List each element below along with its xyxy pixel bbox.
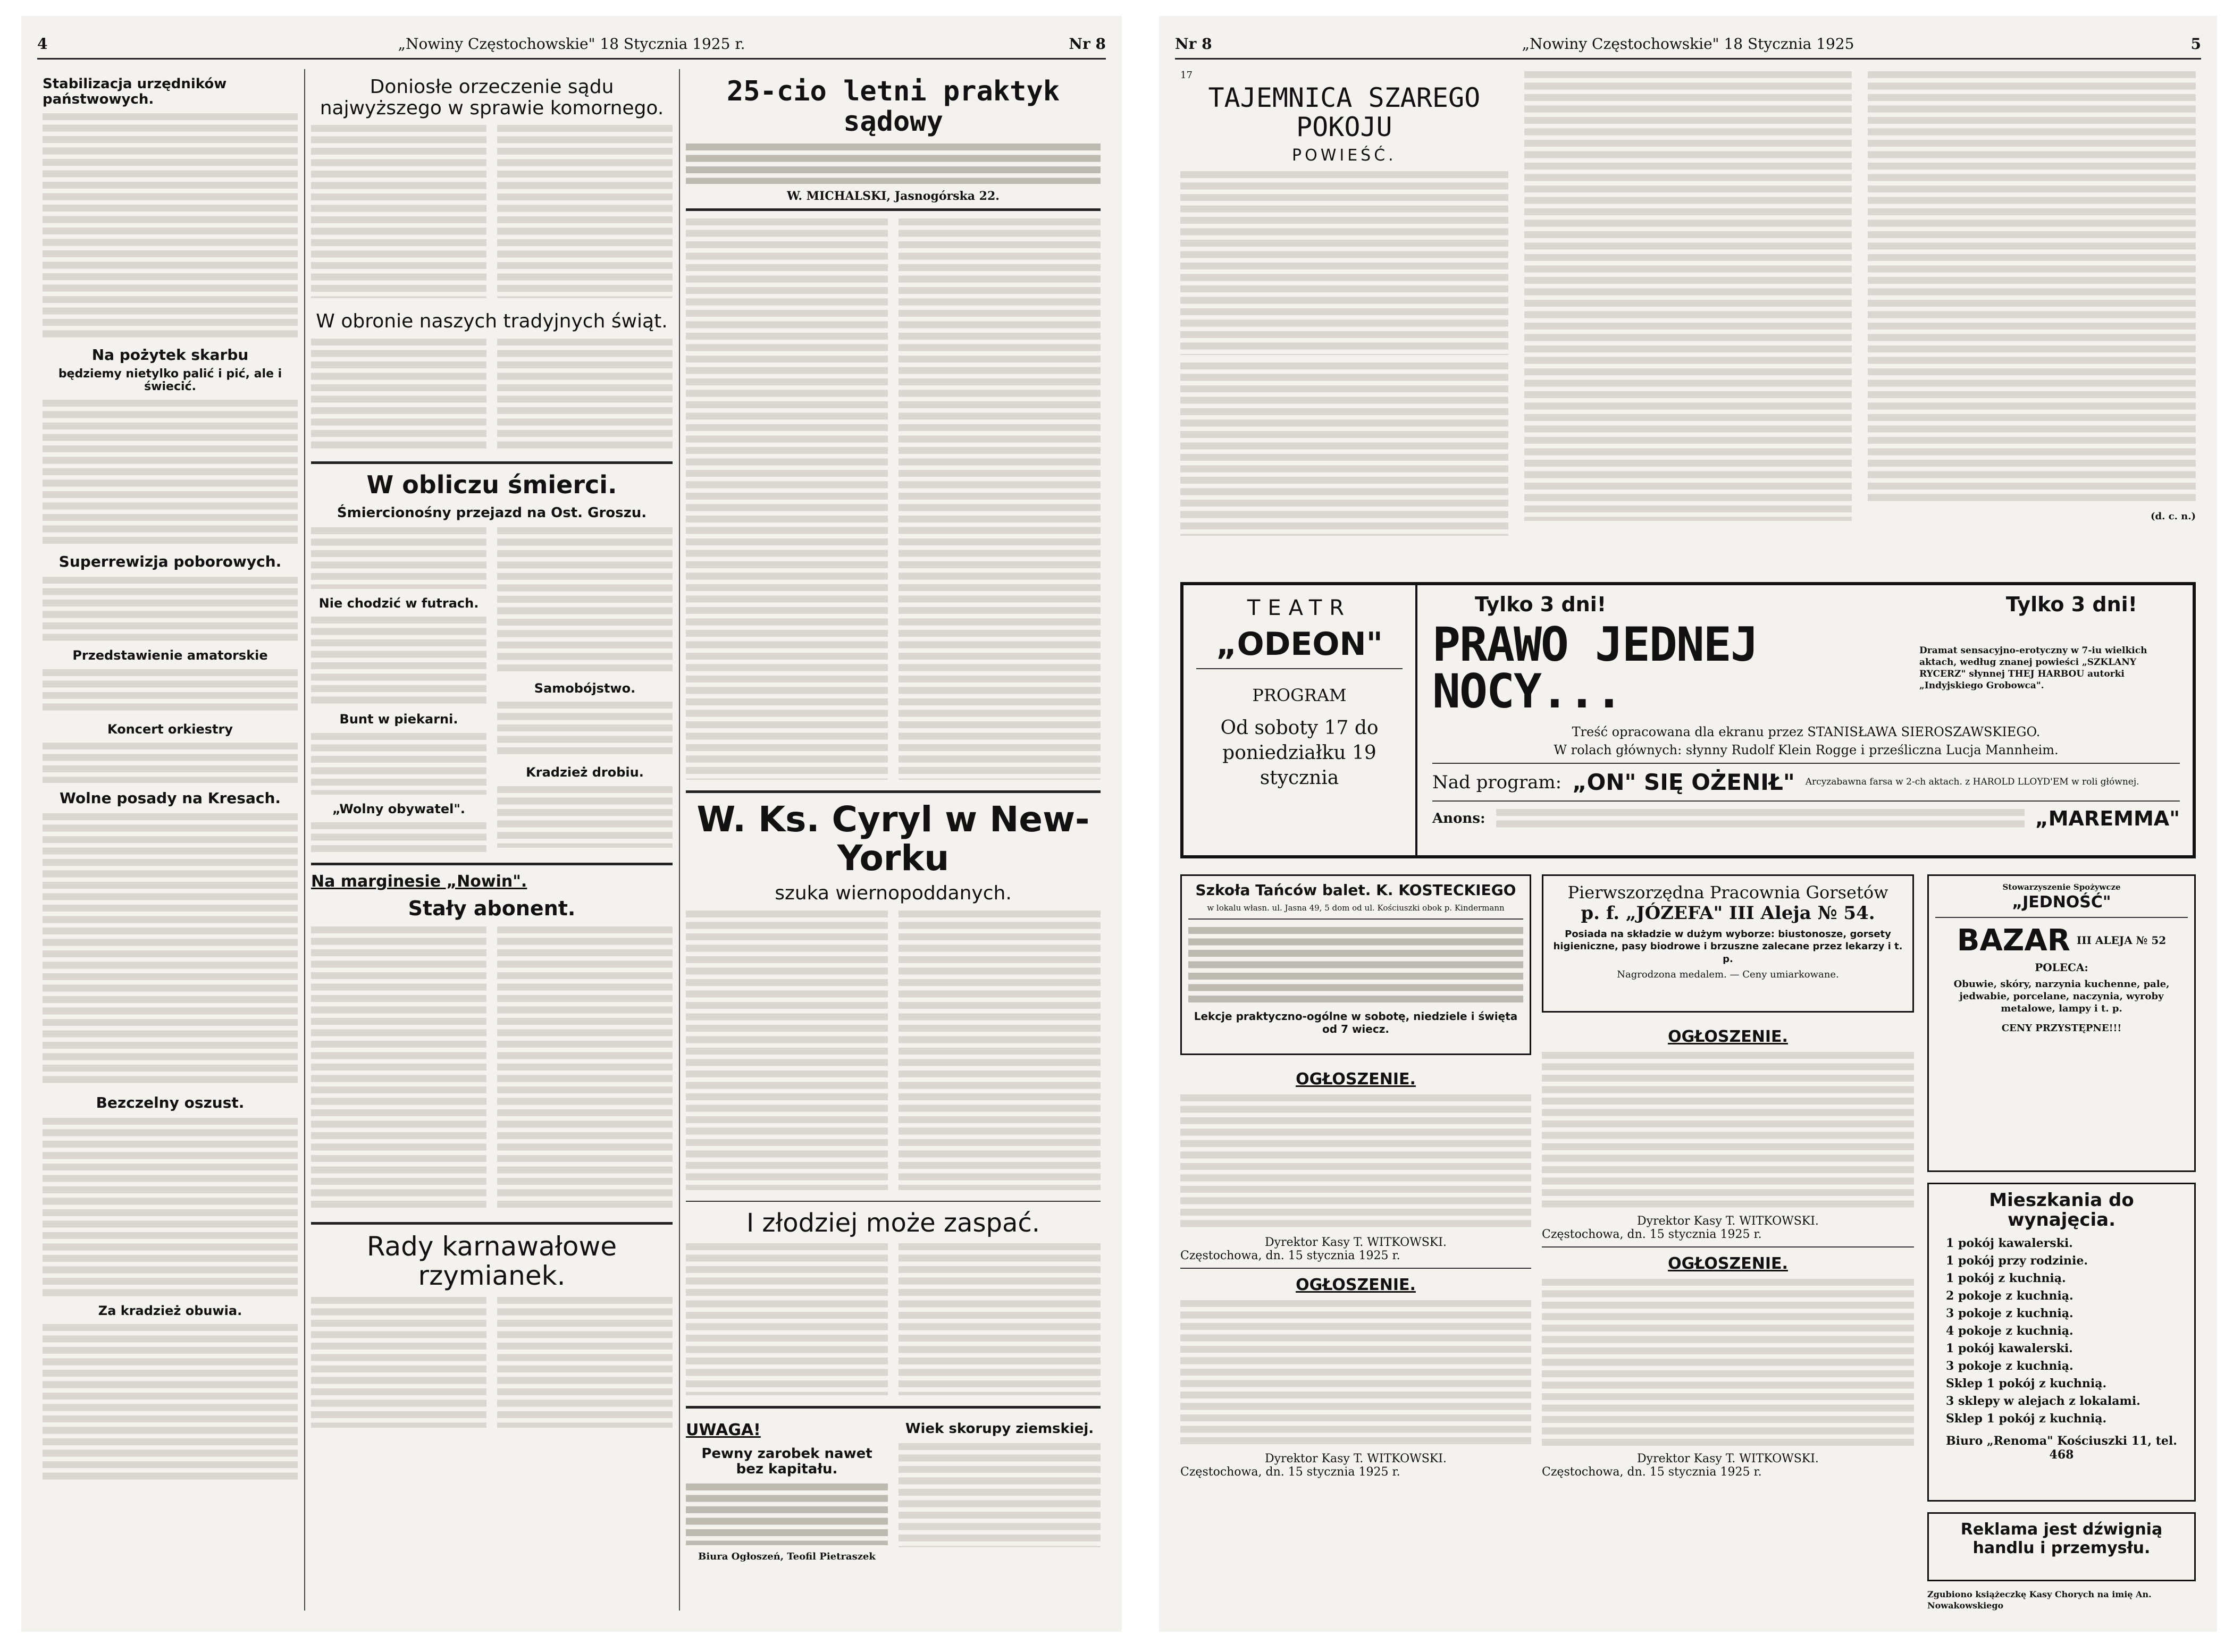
notice-signature: Dyrektor Kasy T. WITKOWSKI.	[1637, 1215, 1819, 1228]
notice-date: Częstochowa, dn. 15 stycznia 1925 r.	[1180, 1249, 1400, 1262]
notice-body	[1180, 1092, 1531, 1230]
article-body	[686, 908, 888, 1190]
odeon-anons-text	[1496, 807, 2025, 830]
article-body	[311, 123, 486, 298]
headline-zlodziej: I złodziej może zaspać.	[746, 1208, 1040, 1238]
headline-oszust: Bezczelny oszust.	[96, 1093, 245, 1111]
zarobek-biuro: Biura Ogłoszeń, Teofil Pietraszek	[698, 1550, 876, 1562]
odeon-right-panel	[1420, 585, 2193, 855]
headline-marginesie: Na marginesie „Nowin".	[311, 872, 527, 891]
bazar-prices: CENY PRZYSTĘPNE!!!	[2001, 1022, 2122, 1034]
apartment-item: 2 pokoje z kuchnią.	[1946, 1288, 2074, 1303]
apartment-item: 1 pokój przy rodzinie.	[1946, 1253, 2088, 1268]
newspaper-page-5	[1159, 16, 2217, 1632]
divider	[1542, 1246, 1914, 1248]
serial-section	[1180, 69, 2196, 569]
column-rule	[679, 69, 680, 1611]
odeon-cinema-ad	[1180, 582, 2196, 858]
article-body	[899, 1241, 1101, 1395]
article-body	[899, 1441, 1101, 1547]
article-body	[1180, 360, 1508, 536]
bazar-address: III ALEJA № 52	[2076, 934, 2167, 947]
slogan-text: Reklama jest dźwignią handlu i przemysłu.	[1960, 1520, 2163, 1557]
serial-continued: (d. c. n.)	[2151, 511, 2196, 522]
article-body	[43, 111, 298, 340]
odeon-roles: W rolach głównych: słynny Rudolf Klein Rogge i prześliczna Lucja Mannheim.	[1554, 743, 2059, 757]
headline-zarobek: Pewny zarobek nawet bez kapitału.	[701, 1446, 872, 1477]
apartments-list	[1935, 1235, 2188, 1428]
bazar-items: Obuwie, skóry, narzynia kuchenne, pale, jedwabie, porcelane, naczynia, wyroby metalowe, lampy i t. p.	[1953, 978, 2170, 1015]
odeon-nadprogram-title: „ON" SIĘ OŻENIŁ"	[1572, 769, 1795, 795]
divider	[686, 208, 1101, 211]
issue-number: Nr 8	[1069, 35, 1106, 53]
article-body	[43, 398, 298, 546]
bazar-poleca: POLECA:	[2035, 960, 2088, 974]
article-body	[311, 525, 486, 589]
article-body	[43, 667, 298, 715]
serial-number: 17	[1180, 70, 1193, 81]
notice-body	[1542, 1277, 1914, 1447]
dance-school-ad	[1180, 874, 1531, 1055]
article-body	[1524, 69, 1852, 521]
headline-smierc: Śmiercionośny przejazd na Ost. Groszu.	[337, 505, 647, 521]
divider	[1180, 1268, 1531, 1269]
column-2	[311, 69, 673, 1616]
article-body	[899, 908, 1101, 1190]
headline-wolny: „Wolny obywatel".	[332, 801, 465, 816]
ad-body	[686, 1481, 888, 1545]
article-body	[686, 216, 888, 780]
article-body	[311, 820, 486, 852]
odeon-tylko-right: Tylko 3 dni!	[2005, 593, 2137, 616]
masthead: „Nowiny Częstochowskie" 18 Stycznia 1925 r.	[398, 35, 745, 53]
apartment-item: Sklep 1 pokój z kuchnią.	[1946, 1376, 2107, 1390]
article-body	[497, 699, 673, 758]
notice-title: OGŁOSZENIE.	[1668, 1027, 1788, 1046]
headline-nie-chodzic: Nie chodzić w futrach.	[318, 595, 479, 611]
column-1	[43, 69, 298, 1616]
dance-school-title: Szkoła Tańców balet. K. KOSTECKIEGO	[1195, 881, 1516, 899]
apartment-item: 3 pokoje z kuchnią.	[1946, 1306, 2074, 1320]
advertising-slogan	[1927, 1512, 2196, 1581]
divider	[686, 790, 1101, 793]
ad-body	[1188, 925, 1523, 1005]
odeon-name: „ODEON"	[1216, 626, 1383, 663]
notice-signature: Dyrektor Kasy T. WITKOWSKI.	[1637, 1452, 1819, 1465]
notice-date: Częstochowa, dn. 15 stycznia 1925 r.	[1542, 1228, 1762, 1241]
article-body	[311, 731, 486, 795]
divider	[311, 1222, 673, 1225]
headline-swieta: W obronie naszych tradyjnych świąt.	[316, 310, 668, 333]
bazar-title: BAZAR	[1957, 923, 2070, 958]
divider	[311, 461, 673, 464]
newspaper-page-4	[21, 16, 1122, 1632]
odeon-nadprogram-desc: Arcyzabawna farsa w 2-ch aktach. z HAROLD LLOYD'EM w roli głównej.	[1805, 777, 2139, 788]
notices-left	[1180, 1063, 1531, 1616]
serial-title: TAJEMNICA SZAREGO POKOJU	[1208, 82, 1481, 143]
article-body	[311, 336, 486, 451]
headline-uwaga: UWAGA!	[686, 1421, 761, 1440]
jednosc-small: Stowarzyszenie Spożywcze	[2002, 882, 2121, 892]
article-body	[43, 740, 298, 783]
page-number: 5	[2190, 35, 2201, 53]
serial-subtitle: POWIEŚĆ.	[1291, 146, 1397, 165]
headline-stabilizacja: Stabilizacja urzędników państwowych.	[43, 76, 227, 107]
apartment-item: 1 pokój kawalerski.	[1946, 1341, 2073, 1355]
corset-ad-description: Posiada na składzie w dużym wyborze: biustonosze, gorsety higieniczne, pasy biodrowe i brzuszne zalecane przez lekarzy i t. p.	[1553, 929, 1903, 965]
odeon-left-panel	[1183, 585, 1417, 855]
article-body	[497, 123, 673, 298]
apartment-item: 1 pokój z kuchnią.	[1946, 1271, 2066, 1285]
odeon-credits: Treść opracowana dla ekranu przez STANISŁAWA SIEROSZAWSKIEGO.	[1572, 724, 2041, 739]
notice-signature: Dyrektor Kasy T. WITKOWSKI.	[1265, 1236, 1447, 1249]
odeon-program: PROGRAM	[1252, 685, 1347, 705]
page-number: 4	[37, 35, 48, 53]
column-3	[686, 69, 1101, 1616]
subheadline-pozytek: będziemy nietylko palić i pić, ale i świecić.	[58, 367, 282, 394]
article-body	[43, 811, 298, 1088]
headline-obliczu: W obliczu śmierci.	[366, 470, 617, 499]
divider	[686, 1201, 1101, 1202]
apartments-ad	[1927, 1183, 2196, 1502]
headline-staly: Stały abonent.	[408, 897, 576, 921]
odeon-tylko-left: Tylko 3 dni!	[1475, 593, 1607, 616]
headline-orzeczenie: Doniosłe orzeczenie sądu najwyższego w sprawie komornego.	[320, 76, 664, 119]
apartment-item: 1 pokój kawalerski.	[1946, 1236, 2073, 1250]
headline-praktyk: 25-cio letni praktyk sądowy	[726, 75, 1060, 138]
page-header	[37, 28, 1106, 60]
renoma-office: Biuro „Renoma" Kościuszki 11, tel. 468	[1946, 1434, 2177, 1462]
notices-middle	[1542, 1021, 1914, 1616]
subheadline-cyryl: szuka wiernopoddanych.	[775, 882, 1012, 904]
article-body	[311, 614, 486, 705]
article-body	[1868, 69, 2196, 505]
odeon-teatr: TEATR	[1247, 596, 1352, 620]
notice-date: Częstochowa, dn. 15 stycznia 1925 r.	[1180, 1465, 1400, 1479]
article-body	[1180, 169, 1508, 355]
headline-koncert: Koncert orkiestry	[107, 721, 233, 737]
article-body	[311, 1295, 486, 1428]
corset-ad-name: p. f. „JÓZEFA" III Aleja № 54.	[1581, 903, 1875, 924]
headline-wiek: Wiek skorupy ziemskiej.	[905, 1421, 1094, 1437]
apartment-item: 3 pokoje z kuchnią.	[1946, 1359, 2074, 1373]
corset-ad-title: Pierwszorzędna Pracownia Gorsetów	[1567, 882, 1888, 903]
article-body	[497, 784, 673, 848]
jednosc-bazar-ad	[1927, 874, 2196, 1172]
apartment-item: Sklep 1 pokój z kuchnią.	[1946, 1411, 2107, 1426]
divider	[1196, 668, 1403, 669]
divider	[1432, 800, 2180, 802]
apartment-item: 4 pokoje z kuchnią.	[1946, 1324, 2074, 1338]
divider	[1432, 763, 2180, 764]
odeon-nadprogram-label: Nad program:	[1432, 771, 1562, 793]
divider	[1188, 918, 1523, 920]
article-body	[497, 1295, 673, 1428]
headline-amatorskie: Przedstawienie amatorskie	[72, 648, 268, 663]
article-body	[311, 924, 486, 1211]
masthead: „Nowiny Częstochowskie" 18 Stycznia 1925	[1522, 35, 1854, 53]
apartments-title: Mieszkania do wynajęcia.	[1989, 1190, 2134, 1231]
headline-pozytek: Na pożytek skarbu	[91, 346, 249, 364]
divider	[686, 1406, 1101, 1409]
article-body	[43, 575, 298, 641]
odeon-film-description: Dramat sensacyjno-erotyczny w 7-iu wielkich aktach, według znanej powieści „SZKLANY RYCERZ" słynnej THEJ HARBOU autorki „Indyjskiego Grobowca".	[1919, 645, 2147, 692]
page-header	[1175, 28, 2201, 60]
headline-cyryl: W. Ks. Cyryl w New-Yorku	[696, 799, 1090, 879]
lost-booklet-notice: Zgubiono książeczkę Kasy Chorych na imię An. Nowakowskiego	[1927, 1589, 2152, 1611]
notice-body	[1180, 1298, 1531, 1447]
dance-school-lessons: Lekcje praktyczno-ogólne w sobotę, niedziele i święta od 7 wiecz.	[1194, 1010, 1518, 1036]
apartment-item: 3 sklepy w alejach z lokalami.	[1946, 1394, 2140, 1408]
notice-date: Częstochowa, dn. 15 stycznia 1925 r.	[1542, 1465, 1762, 1479]
headline-samobojstwo: Samobójstwo.	[534, 680, 636, 696]
divider	[1935, 917, 2188, 918]
notice-title: OGŁOSZENIE.	[1296, 1276, 1416, 1294]
article-body	[497, 924, 673, 1211]
odeon-film-title: PRAWO JEDNEJ NOCY...	[1432, 617, 1758, 719]
odeon-dates: Od soboty 17 do poniedziałku 19 stycznia	[1220, 717, 1379, 789]
ad-body	[686, 141, 1101, 184]
odeon-anons-title: „MAREMMA"	[2035, 807, 2180, 830]
odeon-anons-label: Anons:	[1432, 811, 1485, 827]
issue-number: Nr 8	[1175, 35, 1212, 53]
jednosc-name: „JEDNOŚĆ"	[2012, 892, 2111, 912]
column-rule	[304, 69, 305, 1611]
article-body	[43, 1116, 298, 1296]
article-body	[686, 1241, 888, 1395]
notice-signature: Dyrektor Kasy T. WITKOWSKI.	[1265, 1452, 1447, 1465]
dance-school-address: w lokalu własn. ul. Jasna 49, 5 dom od ul. Kościuszki obok p. Kindermann	[1207, 903, 1505, 913]
divider	[311, 863, 673, 865]
headline-superrewizja: Superrewizja poborowych.	[58, 553, 282, 571]
headline-posady: Wolne posady na Kresach.	[59, 789, 281, 807]
corset-ad-footer: Nagrodzona medalem. — Ceny umiarkowane.	[1617, 969, 1839, 981]
article-body	[497, 525, 673, 674]
corset-ad	[1542, 874, 1914, 1013]
praktyk-signature: W. MICHALSKI, Jasnogórska 22.	[787, 189, 1000, 204]
notice-body	[1542, 1050, 1914, 1209]
headline-obuwie: Za kradzież obuwia.	[98, 1303, 242, 1318]
article-body	[43, 1322, 298, 1481]
notice-title: OGŁOSZENIE.	[1668, 1254, 1788, 1273]
headline-kradziez: Kradzież drobiu.	[526, 765, 644, 780]
headline-rady: Rady karnawałowe rzymianek.	[366, 1230, 617, 1291]
headline-piekarni: Bunt w piekarni.	[339, 712, 458, 727]
article-body	[899, 216, 1101, 780]
notice-title: OGŁOSZENIE.	[1296, 1070, 1416, 1089]
article-body	[497, 336, 673, 451]
